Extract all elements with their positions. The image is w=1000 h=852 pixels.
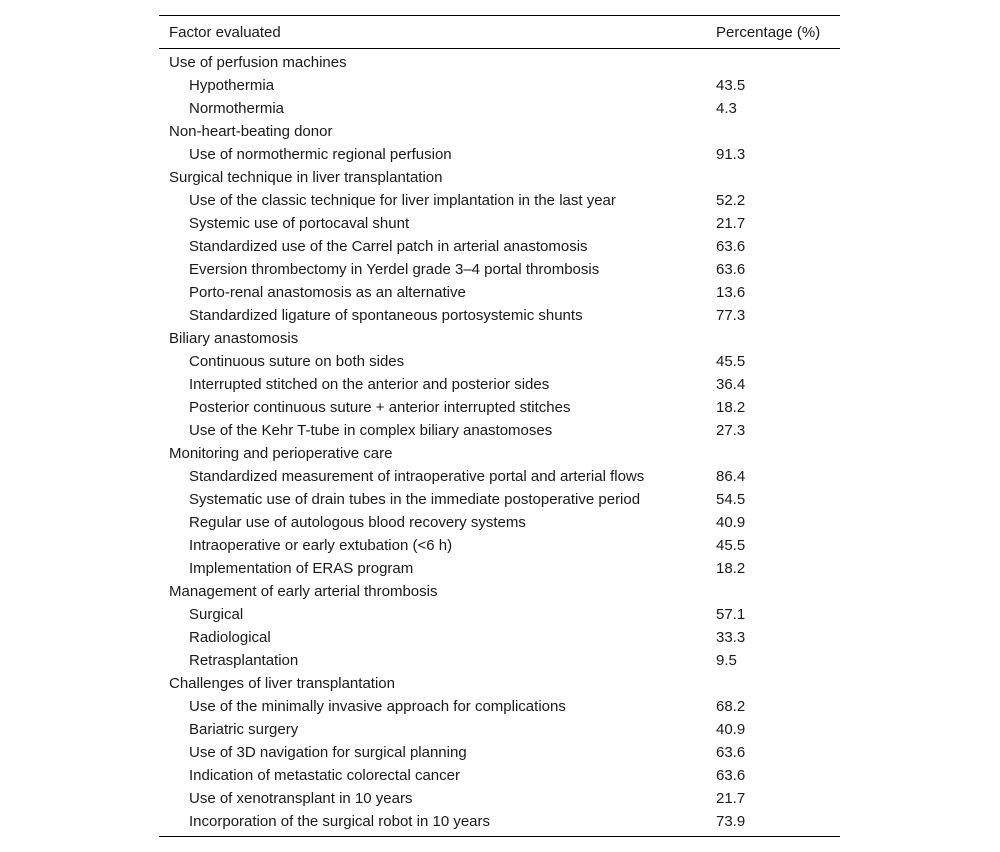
section-title: Challenges of liver transplantation: [169, 675, 395, 692]
section-row: [159, 166, 840, 189]
section-title: Non-heart-beating donor: [169, 123, 333, 140]
table-row: [159, 419, 840, 442]
factor-label: Regular use of autologous blood recovery systems: [189, 514, 526, 531]
table-row: [159, 350, 840, 373]
table-row: [159, 258, 840, 281]
factor-label: Porto-renal anastomosis as an alternative: [189, 284, 466, 301]
section-value-empty: [716, 327, 840, 350]
factor-label: Continuous suture on both sides: [189, 353, 405, 370]
factor-label: Indication of metastatic colorectal cancer: [189, 767, 460, 784]
section-row: [159, 580, 840, 603]
factor-label: Use of the classic technique for liver implantation in the last year: [189, 192, 616, 209]
percentage-value: 63.6: [716, 767, 746, 784]
section-title: Monitoring and perioperative care: [169, 445, 393, 462]
factor-label: Systematic use of drain tubes in the immediate postoperative period: [189, 491, 641, 508]
table-body: [159, 49, 840, 837]
table-row: [159, 143, 840, 166]
table-row: [159, 741, 840, 764]
table-row: [159, 764, 840, 787]
factor-label: Incorporation of the surgical robot in 10 years: [189, 813, 491, 830]
section-value-empty: [716, 166, 840, 189]
factor-label: Retrasplantation: [189, 652, 299, 669]
table-row: [159, 626, 840, 649]
percentage-value: 63.6: [716, 261, 746, 278]
table-row: [159, 304, 840, 327]
percentage-value: 54.5: [716, 491, 746, 508]
table-row: [159, 465, 840, 488]
table-row: [159, 373, 840, 396]
factor-label: Intraoperative or early extubation (<6 h): [189, 537, 453, 554]
factor-label: Surgical: [189, 606, 244, 623]
factor-label: Use of normothermic regional perfusion: [189, 146, 452, 163]
section-row: [159, 327, 840, 350]
table-row: [159, 534, 840, 557]
percentage-value: 77.3: [716, 307, 746, 324]
factor-label: Normothermia: [189, 100, 285, 117]
header-percentage: Percentage (%): [716, 23, 821, 41]
factor-label: Standardized ligature of spontaneous portosystemic shunts: [189, 307, 583, 324]
percentage-value: 9.5: [716, 652, 737, 669]
table-row: [159, 649, 840, 672]
header-factor-evaluated: Factor evaluated: [169, 23, 281, 41]
section-value-empty: [716, 120, 840, 143]
factor-label: Eversion thrombectomy in Yerdel grade 3–4 portal thrombosis: [189, 261, 600, 278]
percentage-value: 63.6: [716, 238, 746, 255]
factor-label: Standardized use of the Carrel patch in arterial anastomosis: [189, 238, 588, 255]
percentage-value: 33.3: [716, 629, 746, 646]
table-row: [159, 396, 840, 419]
section-value-empty: [716, 672, 840, 695]
table-row: [159, 97, 840, 120]
table-row: [159, 488, 840, 511]
percentage-value: 45.5: [716, 353, 746, 370]
factor-label: Posterior continuous suture + anterior interrupted stitches: [189, 399, 571, 416]
section-value-empty: [716, 49, 840, 75]
table-row: [159, 235, 840, 258]
factor-label: Radiological: [189, 629, 271, 646]
percentage-value: 40.9: [716, 514, 746, 531]
section-title: Surgical technique in liver transplantation: [169, 169, 443, 186]
table-row: [159, 189, 840, 212]
table-row: [159, 810, 840, 837]
percentage-value: 91.3: [716, 146, 746, 163]
percentage-value: 36.4: [716, 376, 746, 393]
section-value-empty: [716, 580, 840, 603]
percentage-value: 21.7: [716, 215, 746, 232]
percentage-value: 21.7: [716, 790, 746, 807]
percentage-value: 63.6: [716, 744, 746, 761]
section-row: [159, 442, 840, 465]
table-row: [159, 787, 840, 810]
percentage-value: 40.9: [716, 721, 746, 738]
percentage-value: 57.1: [716, 606, 746, 623]
percentage-value: 68.2: [716, 698, 746, 715]
header-row: [159, 16, 840, 49]
section-row: [159, 672, 840, 695]
factor-label: Use of 3D navigation for surgical planning: [189, 744, 467, 761]
table-row: [159, 718, 840, 741]
factor-label: Interrupted stitched on the anterior and posterior sides: [189, 376, 550, 393]
table-row: [159, 212, 840, 235]
table-row: [159, 281, 840, 304]
percentage-value: 73.9: [716, 813, 746, 830]
percentage-value: 13.6: [716, 284, 746, 301]
percentage-value: 18.2: [716, 399, 746, 416]
table-row: [159, 74, 840, 97]
percentage-value: 27.3: [716, 422, 746, 439]
table-row: [159, 557, 840, 580]
percentage-value: 86.4: [716, 468, 746, 485]
table-header: [159, 16, 840, 49]
factor-label: Implementation of ERAS program: [189, 560, 414, 577]
percentage-value: 18.2: [716, 560, 746, 577]
table-row: [159, 511, 840, 534]
survey-results-table: [159, 15, 840, 837]
percentage-value: 43.5: [716, 77, 746, 94]
factor-label: Use of xenotransplant in 10 years: [189, 790, 413, 807]
section-title: Biliary anastomosis: [169, 330, 299, 347]
table-row: [159, 695, 840, 718]
section-row: [159, 49, 840, 75]
factor-label: Use of the Kehr T-tube in complex biliary anastomoses: [189, 422, 553, 439]
section-value-empty: [716, 442, 840, 465]
percentage-value: 4.3: [716, 100, 737, 117]
section-row: [159, 120, 840, 143]
section-title: Management of early arterial thrombosis: [169, 583, 438, 600]
factor-label: Hypothermia: [189, 77, 275, 94]
factor-label: Standardized measurement of intraoperative portal and arterial flows: [189, 468, 645, 485]
factor-label: Bariatric surgery: [189, 721, 299, 738]
table-row: [159, 603, 840, 626]
factor-label: Systemic use of portocaval shunt: [189, 215, 410, 232]
section-title: Use of perfusion machines: [169, 54, 347, 71]
percentage-value: 52.2: [716, 192, 746, 209]
percentage-value: 45.5: [716, 537, 746, 554]
factor-label: Use of the minimally invasive approach for complications: [189, 698, 566, 715]
